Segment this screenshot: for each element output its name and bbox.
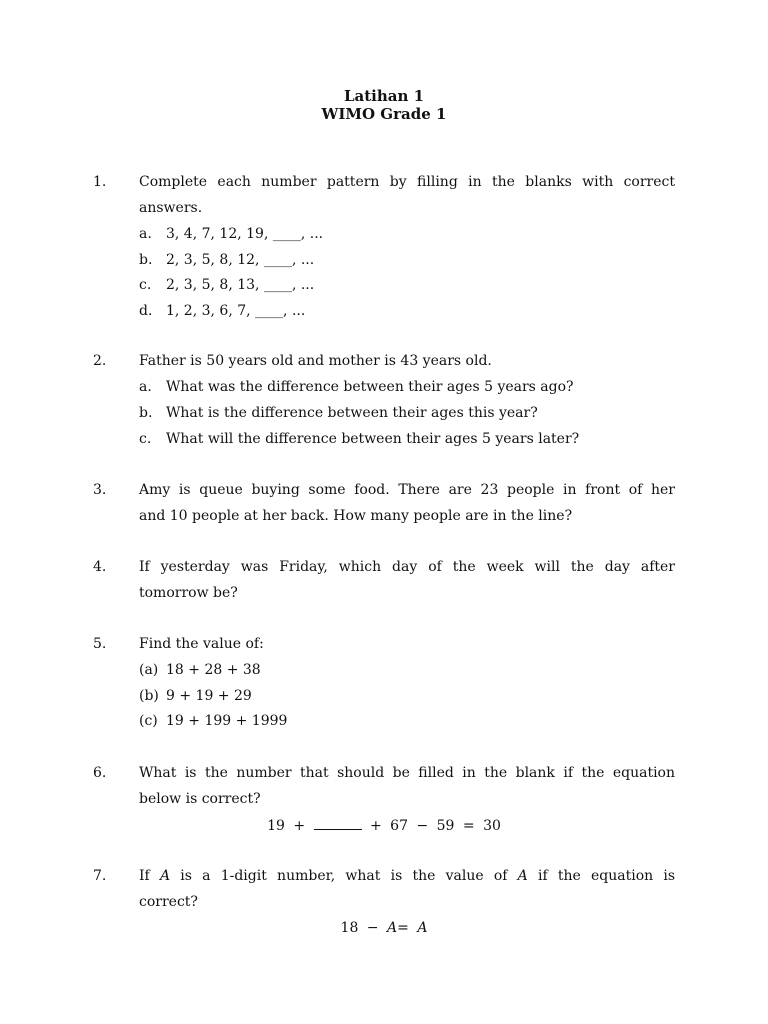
sub-item-text: What is the difference between their ages this year? (166, 405, 538, 421)
sub-item-label: c. (139, 277, 152, 293)
variable-a: A (159, 868, 171, 884)
question-text-line: tomorrow be? (139, 585, 238, 601)
sub-item-text: 2, 3, 5, 8, 13, ____, ... (166, 277, 315, 293)
text-fragment: is a 1-digit number, what is the value of (180, 868, 508, 884)
question-number: 3. (93, 482, 107, 498)
question-text-line (139, 868, 675, 884)
question-text-line: Amy is queue buying some food. There are 23 people in front of her (139, 482, 675, 498)
question-text-line: correct? (139, 894, 198, 910)
variable-a: A (417, 920, 428, 936)
question-text-line: Find the value of: (139, 636, 264, 652)
equation (0, 920, 768, 936)
variable-a: A (387, 920, 398, 936)
equation-right: + 67 − 59 = 30 (370, 818, 501, 834)
question-text-line: If yesterday was Friday, which day of the week will the day after (139, 559, 675, 575)
sub-item-label: (b) (139, 688, 159, 704)
sub-item-label: b. (139, 252, 153, 268)
answer-blank (314, 817, 362, 830)
sub-item-text: What was the difference between their ages 5 years ago? (166, 379, 574, 395)
sub-item-text: 3, 4, 7, 12, 19, ____, ... (166, 226, 324, 242)
equation-left: 18 − (340, 920, 379, 936)
sub-item-label: (c) (139, 713, 158, 729)
equation (0, 817, 768, 834)
question-number: 2. (93, 353, 107, 369)
sub-item-text: What will the difference between their ages 5 years later? (166, 431, 580, 447)
worksheet-subtitle: WIMO Grade 1 (321, 105, 447, 123)
sub-item-expression: 9 + 19 + 29 (166, 688, 252, 704)
question-text-line: below is correct? (139, 791, 261, 807)
question-text-line: What is the number that should be filled in the blank if the equation (139, 765, 675, 781)
question-number: 1. (93, 174, 107, 190)
sub-item-label: a. (139, 379, 152, 395)
sub-item-label: a. (139, 226, 152, 242)
question-number: 7. (93, 868, 107, 884)
question-number: 5. (93, 636, 107, 652)
text-fragment: if the equation is (538, 868, 676, 884)
variable-a: A (517, 868, 528, 884)
sub-item-expression: 18 + 28 + 38 (166, 662, 261, 678)
equals-sign: = (397, 920, 409, 936)
question-text-line: and 10 people at her back. How many people are in the line? (139, 508, 573, 524)
sub-item-text: 2, 3, 5, 8, 12, ____, ... (166, 252, 315, 268)
question-text-line: Complete each number pattern by filling in the blanks with correct (139, 174, 675, 190)
sub-item-label: b. (139, 405, 153, 421)
equation-left: 19 + (267, 818, 306, 834)
sub-item-text: 1, 2, 3, 6, 7, ____, ... (166, 303, 306, 319)
sub-item-label: d. (139, 303, 153, 319)
sub-item-label: (a) (139, 662, 159, 678)
worksheet-title: Latihan 1 (343, 87, 425, 105)
question-number: 6. (93, 765, 107, 781)
sub-item-expression: 19 + 199 + 1999 (166, 713, 288, 729)
question-text-line: Father is 50 years old and mother is 43 years old. (139, 353, 492, 369)
question-number: 4. (93, 559, 107, 575)
question-text-line: answers. (139, 200, 203, 216)
sub-item-label: c. (139, 431, 152, 447)
text-fragment: If (139, 868, 150, 884)
